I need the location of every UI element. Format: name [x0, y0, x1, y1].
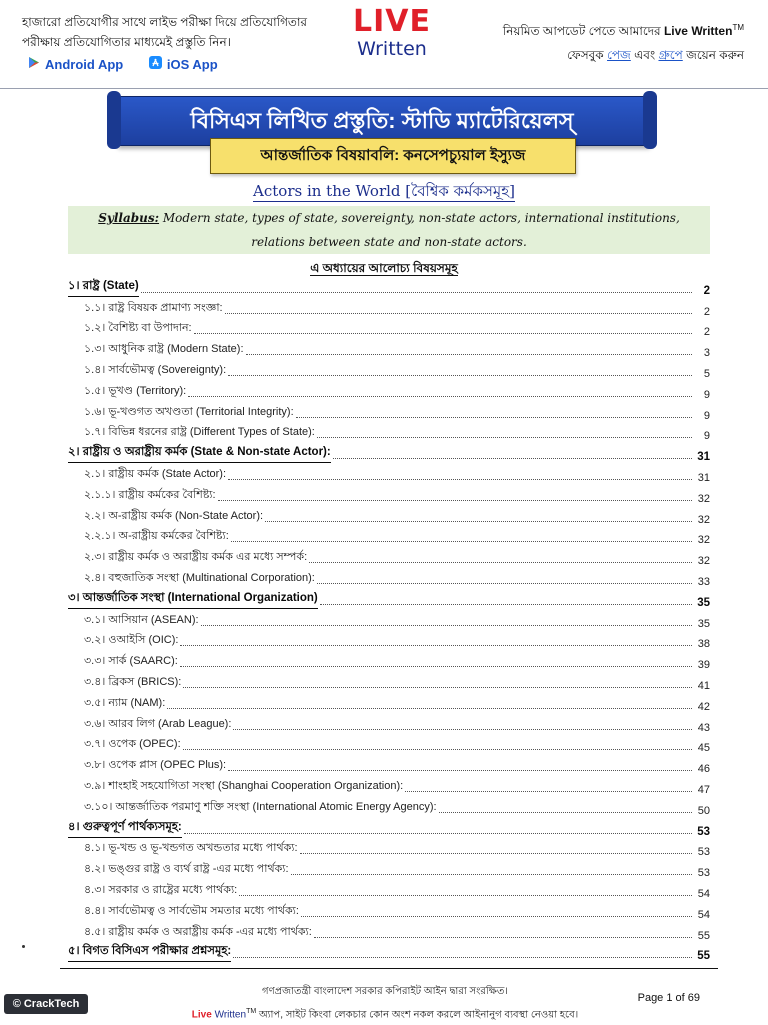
copyright-line-2: অ্যাপ, সাইট কিংবা লেকচার কোন অংশ নকল করলে আইনানুগ ব্যবস্থা নেওয়া হবে। [258, 1009, 579, 1021]
toc-entry-label: ১.১। রাষ্ট্র বিষয়ক প্রামাণ্য সংজ্ঞা: [84, 301, 223, 314]
toc-entry-page: 42 [697, 700, 710, 713]
toc-subsection-row[interactable] [68, 796, 710, 817]
toc-entry-page: 47 [697, 783, 710, 796]
toc-leader-dots [320, 604, 692, 605]
toc-leader-dots [188, 396, 692, 397]
toc-leader-dots [405, 791, 692, 792]
toc-entry-page: 55 [697, 950, 710, 963]
toc-section-row[interactable] [68, 276, 710, 297]
toc-entry-page: 9 [703, 430, 710, 443]
toc-section-row[interactable] [68, 442, 710, 463]
banner-scroll-left [107, 91, 121, 149]
social-and-text: এবং [634, 48, 656, 62]
toc-leader-dots [180, 645, 692, 646]
toc-leader-dots [317, 583, 692, 584]
toc-entry-page: 43 [697, 721, 710, 734]
toc-leader-dots [194, 333, 692, 334]
toc-entry-label: ৩.৬। আরব লিগ (Arab League): [84, 717, 232, 730]
toc-entry-page: 53 [697, 846, 710, 859]
android-app-label: Android App [45, 56, 124, 72]
ios-app-link[interactable] [149, 56, 218, 72]
toc-subsection-row[interactable] [68, 609, 710, 630]
toc-entry-label: ৪.৫। রাষ্ট্রীয় কর্মক ও অরাষ্ট্রীয় কর্মক -এর মধ্যে পার্থক্য: [84, 925, 312, 938]
social-facebook-text: ফেসবুক [567, 48, 604, 62]
toc-section-row[interactable] [68, 942, 710, 963]
toc-entry-page: 46 [697, 763, 710, 776]
toc-entry-label: ২.১। রাষ্ট্রীয় কর্মক (State Actor): [84, 467, 227, 480]
toc-entry-page: 39 [697, 659, 710, 672]
banner-title: বিসিএস লিখিত প্রস্তুতি: স্টাডি ম্যাটেরিয়েলস্ [190, 108, 574, 133]
toc-entry-label: ৫। বিগত বিসিএস পরীক্ষার প্রশ্নসমূহ: [68, 942, 231, 962]
app-store-icon [149, 56, 162, 72]
toc-section-row[interactable] [68, 817, 710, 838]
toc-leader-dots [228, 375, 692, 376]
toc-entry-label: ৩.৮। ওপেক প্লাস (OPEC Plus): [84, 759, 227, 772]
social-text-pre: নিয়মিত আপডেট পেতে আমাদের [502, 24, 661, 38]
toc-entry-label: ৩। আন্তর্জাতিক সংস্থা (International Organization) [68, 589, 318, 609]
facebook-group-link[interactable]: গ্রুপে [658, 48, 683, 62]
toc-leader-dots [184, 833, 692, 834]
page-number: Page 1 of 69 [637, 992, 700, 1004]
header-divider [0, 88, 768, 89]
toc-entry-page: 2 [703, 305, 710, 318]
toc-subsection-row[interactable] [68, 775, 710, 796]
toc-entry-label: ৩.২। ওআইসি (OIC): [84, 634, 179, 647]
toc-leader-dots [296, 417, 692, 418]
ios-app-label: iOS App [166, 56, 218, 72]
toc-leader-dots [301, 916, 692, 917]
toc-heading-text: এ অধ্যায়ের আলোচ্য বিষয়সমূহ [310, 261, 458, 275]
toc-subsection-row[interactable] [68, 567, 710, 588]
toc-leader-dots [246, 354, 692, 355]
toc-subsection-row[interactable] [68, 526, 710, 547]
toc-entry-page: 9 [703, 409, 710, 422]
toc-entry-label: ৩.৪। ব্রিকস (BRICS): [84, 675, 182, 688]
toc-entry-label: ৩.৯। শাংহাই সহযোগিতা সংস্থা (Shanghai Cooperation Organization): [84, 779, 404, 792]
toc-leader-dots [218, 500, 692, 501]
toc-subsection-row[interactable] [68, 692, 710, 713]
table-of-contents [68, 276, 710, 962]
toc-leader-dots [228, 770, 692, 771]
toc-subsection-row[interactable] [68, 338, 710, 359]
toc-entry-label: ৩.১০। আন্তর্জাতিক পরমাণু শক্তি সংস্থা (International Atomic Energy Agency): [84, 800, 437, 813]
toc-entry-label: ১.৩। আধুনিক রাষ্ট্র (Modern State): [84, 343, 244, 356]
play-store-icon [28, 56, 40, 72]
toc-subsection-row[interactable] [68, 359, 710, 380]
tagline-line-1: হাজারো প্রতিযোগীর সাথে লাইভ পরীক্ষা দিয়ে প্রতিযোগিতার [22, 15, 308, 29]
toc-entry-label: ২.১.১। রাষ্ট্রীয় কর্মকের বৈশিষ্ট্য: [84, 488, 216, 501]
toc-leader-dots [233, 957, 692, 958]
social-brand: Live Written [663, 24, 733, 38]
toc-entry-label: ১.৪। সার্বভৌমত্ব (Sovereignty): [84, 363, 227, 376]
toc-leader-dots [201, 625, 692, 626]
toc-entry-label: ২.২। অ-রাষ্ট্রীয় কর্মক (Non-State Actor): [84, 509, 264, 522]
toc-entry-page: 3 [703, 347, 710, 360]
toc-leader-dots [141, 292, 692, 293]
toc-entry-label: ২.৩। রাষ্ট্রীয় কর্মক ও অরাষ্ট্রীয় কর্মক এর মধ্যে সম্পর্ক: [84, 551, 308, 564]
toc-leader-dots [233, 729, 692, 730]
toc-leader-dots [439, 812, 692, 813]
toc-entry-page: 32 [697, 492, 710, 505]
logo-written: Written [357, 38, 427, 60]
toc-subsection-row[interactable] [68, 401, 710, 422]
toc-subsection-row[interactable] [68, 838, 710, 859]
toc-leader-dots [265, 521, 692, 522]
facebook-page-link[interactable]: পেজ [607, 48, 631, 62]
toc-leader-dots [167, 708, 692, 709]
toc-entry-label: ১.৭। বিভিন্ন ধরনের রাষ্ট্র (Different Types of State): [84, 426, 315, 439]
toc-entry-label: ৪.৪। সার্বভৌমত্ব ও সার্বভৌম সমতার মধ্যে পার্থক্য: [84, 904, 299, 917]
subtitle-banner [210, 138, 576, 174]
toc-subsection-row[interactable] [68, 900, 710, 921]
toc-entry-page: 41 [697, 679, 710, 692]
syllabus-label: Syllabus: [98, 211, 160, 225]
toc-leader-dots [314, 937, 692, 938]
cracktech-badge: © CrackTech [4, 994, 88, 1014]
toc-entry-page: 53 [697, 867, 710, 880]
footer-live: Live [191, 1009, 212, 1021]
toc-subsection-row[interactable] [68, 422, 710, 443]
header-tagline [22, 12, 322, 52]
toc-entry-page: 5 [703, 367, 710, 380]
toc-entry-label: ১.২। বৈশিষ্ট্য বা উপাদান: [84, 322, 192, 335]
toc-entry-label: ২.৪। বহুজাতিক সংস্থা (Multinational Corporation): [84, 571, 315, 584]
toc-entry-page: 38 [697, 638, 710, 651]
toc-subsection-row[interactable] [68, 297, 710, 318]
toc-leader-dots [225, 313, 692, 314]
toc-entry-page: 54 [697, 887, 710, 900]
toc-subsection-row[interactable] [68, 463, 710, 484]
syllabus-box [68, 206, 710, 254]
toc-entry-label: ২.২.১। অ-রাষ্ট্রীয় কর্মকের বৈশিষ্ট্য: [84, 530, 229, 543]
footer-tm: TM [246, 1008, 257, 1015]
toc-leader-dots [228, 479, 692, 480]
toc-subsection-row[interactable] [68, 713, 710, 734]
toc-entry-page: 9 [703, 388, 710, 401]
toc-leader-dots [333, 458, 692, 459]
social-join-text: জয়েন করুন [686, 48, 744, 62]
toc-subsection-row[interactable] [68, 546, 710, 567]
toc-entry-page: 33 [697, 575, 710, 588]
toc-entry-label: ৪.১। ভূ-খন্ড ও ভূ-খন্ডগত অখন্ডতার মধ্যে পার্থক্য: [84, 842, 298, 855]
toc-entry-label: ৪.৩। সরকার ও রাষ্ট্রের মধ্যে পার্থক্য: [84, 883, 238, 896]
toc-subsection-row[interactable] [68, 650, 710, 671]
toc-leader-dots [239, 895, 692, 896]
chapter-title-text: Actors in the World [বৈশ্বিক কর্মকসমূহ] [253, 182, 515, 200]
toc-leader-dots [231, 541, 692, 542]
footer-written: Written [214, 1009, 247, 1021]
header-social [474, 16, 744, 67]
toc-leader-dots [300, 853, 692, 854]
toc-entry-label: ৩.১। আসিয়ান (ASEAN): [84, 613, 199, 626]
toc-subsection-row[interactable] [68, 505, 710, 526]
toc-entry-page: 31 [697, 451, 710, 464]
toc-leader-dots [309, 562, 692, 563]
app-links [28, 56, 240, 72]
toc-leader-dots [183, 749, 692, 750]
toc-subsection-row[interactable] [68, 318, 710, 339]
bullet-dot [22, 945, 25, 948]
toc-subsection-row[interactable] [68, 879, 710, 900]
toc-entry-label: ৪.২। ভঙ্গুর রাষ্ট্র ও ব্যর্থ রাষ্ট্র -এর মধ্যে পার্থক্য: [84, 863, 289, 876]
chapter-title [0, 180, 768, 205]
toc-subsection-row[interactable] [68, 484, 710, 505]
copyright-notice [150, 982, 620, 1025]
toc-entry-label: ২। রাষ্ট্রীয় ও অরাষ্ট্রীয় কর্মক (State & Non-state Actor): [68, 443, 331, 463]
toc-entry-page: 2 [703, 284, 710, 297]
toc-subsection-row[interactable] [68, 630, 710, 651]
copyright-line-1: গণপ্রজাতন্ত্রী বাংলাদেশ সরকার কপিরাইট আইন দ্বারা সংরক্ষিত। [262, 986, 508, 997]
tagline-line-2: পরীক্ষায় প্রতিযোগিতার মাধ্যমেই প্রস্তুতি নিন। [22, 35, 231, 49]
toc-entry-label: ১.৬। ভূ-খণ্ডগত অখণ্ডতা (Territorial Integrity): [84, 405, 294, 418]
live-written-logo [348, 6, 436, 60]
toc-entry-page: 54 [697, 908, 710, 921]
toc-leader-dots [180, 666, 692, 667]
syllabus-text: Modern state, types of state, sovereignty, non-state actors, international institutions, relations between state and non-state actors. [162, 211, 680, 249]
logo-live: LIVE [353, 4, 431, 39]
toc-entry-page: 50 [697, 804, 710, 817]
toc-entry-label: ৩.৩। সার্ক (SAARC): [84, 655, 178, 668]
toc-entry-page: 55 [697, 929, 710, 942]
toc-entry-page: 32 [697, 555, 710, 568]
toc-subsection-row[interactable] [68, 380, 710, 401]
toc-leader-dots [183, 687, 692, 688]
toc-entry-page: 32 [697, 534, 710, 547]
toc-entry-label: ৩.৫। ন্যাম (NAM): [84, 696, 166, 709]
footer-divider [60, 968, 718, 969]
toc-entry-label: ১.৫। ভূখণ্ড (Territory): [84, 384, 187, 397]
toc-subsection-row[interactable] [68, 921, 710, 942]
toc-subsection-row[interactable] [68, 754, 710, 775]
toc-entry-page: 53 [697, 825, 710, 838]
toc-entry-page: 35 [697, 617, 710, 630]
toc-leader-dots [317, 437, 692, 438]
banner-scroll-right [643, 91, 657, 149]
toc-subsection-row[interactable] [68, 858, 710, 879]
banner-subtitle: আন্তর্জাতিক বিষয়াবলি: কনসেপচ্যুয়াল ইস্যুজ [260, 147, 526, 164]
toc-entry-page: 45 [697, 742, 710, 755]
toc-entry-label: ১। রাষ্ট্র (State) [68, 277, 139, 297]
toc-section-row[interactable] [68, 588, 710, 609]
android-app-link[interactable] [28, 56, 123, 72]
toc-entry-page: 31 [697, 471, 710, 484]
social-brand-tm: TM [732, 23, 744, 32]
toc-subsection-row[interactable] [68, 671, 710, 692]
toc-subsection-row[interactable] [68, 734, 710, 755]
toc-entry-page: 2 [703, 326, 710, 339]
toc-entry-label: ৩.৭। ওপেক (OPEC): [84, 738, 181, 751]
toc-leader-dots [291, 874, 692, 875]
toc-entry-page: 35 [697, 596, 710, 609]
toc-entry-label: ৪। গুরুত্বপূর্ণ পার্থক্যসমূহ: [68, 818, 182, 838]
toc-entry-page: 32 [697, 513, 710, 526]
